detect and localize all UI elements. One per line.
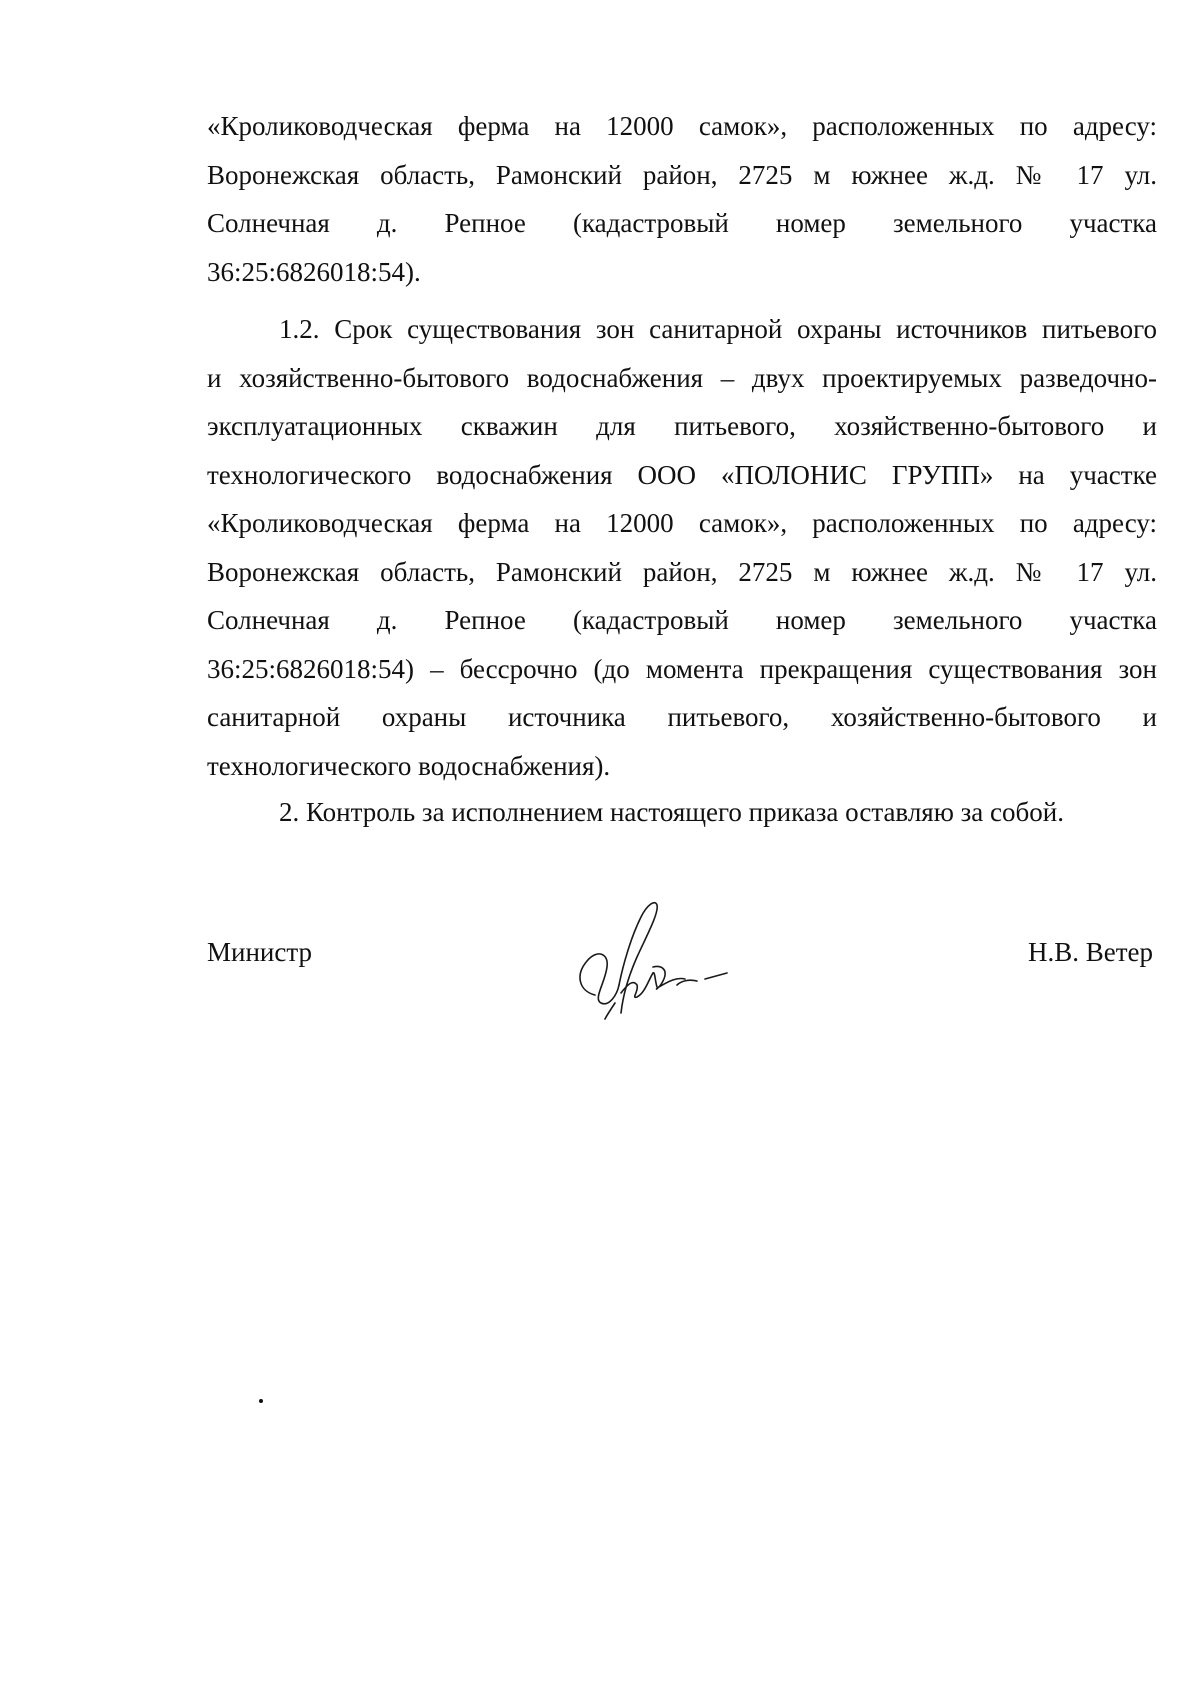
- paragraph-1-2-zone-duration: [207, 305, 1157, 790]
- text-line: Воронежская область, Рамонский район, 2725 м южнее ж.д. № 17 ул.: [207, 159, 1157, 190]
- paragraph-address-continuation: [207, 102, 1157, 296]
- text-line: 2. Контроль за исполнением настоящего приказа оставляю за собой.: [279, 797, 1064, 827]
- stray-dot-mark: [259, 1399, 263, 1403]
- signatory-title: Министр: [207, 937, 312, 967]
- text-line: 36:25:6826018:54).: [207, 256, 421, 287]
- text-line: технологического водоснабжения).: [207, 750, 611, 781]
- text-line: и хозяйственно-бытового водоснабжения – двух проектируемых разведочно-: [207, 362, 1157, 393]
- signature-block: [207, 915, 1157, 1045]
- text-line: «Кролиководческая ферма на 12000 самок», расположенных по адресу:: [207, 508, 1157, 538]
- text-line: санитарной охраны источника питьевого, хозяйственно-бытового и: [207, 702, 1157, 732]
- text-line: Солнечная д. Репное (кадастровый номер земельного участка: [207, 605, 1157, 635]
- paragraph-2-control: [207, 788, 1157, 837]
- signatory-name: Н.В. Ветер: [1027, 937, 1153, 967]
- text-line: 1.2. Срок существования зон санитарной охраны источников питьевого: [279, 314, 1157, 344]
- text-line: эксплуатационных скважин для питьевого, хозяйственно-бытового и: [207, 411, 1157, 441]
- handwritten-signature: [557, 895, 737, 1025]
- text-line: Солнечная д. Репное (кадастровый номер земельного участка: [207, 208, 1157, 238]
- text-line: «Кролиководческая ферма на 12000 самок», расположенных по адресу:: [207, 111, 1157, 141]
- text-line: 36:25:6826018:54) – бессрочно (до момента прекращения существования зон: [207, 653, 1157, 684]
- text-line: Воронежская область, Рамонский район, 2725 м южнее ж.д. № 17 ул.: [207, 556, 1157, 587]
- text-line: технологического водоснабжения ООО «ПОЛОНИС ГРУПП» на участке: [207, 459, 1157, 490]
